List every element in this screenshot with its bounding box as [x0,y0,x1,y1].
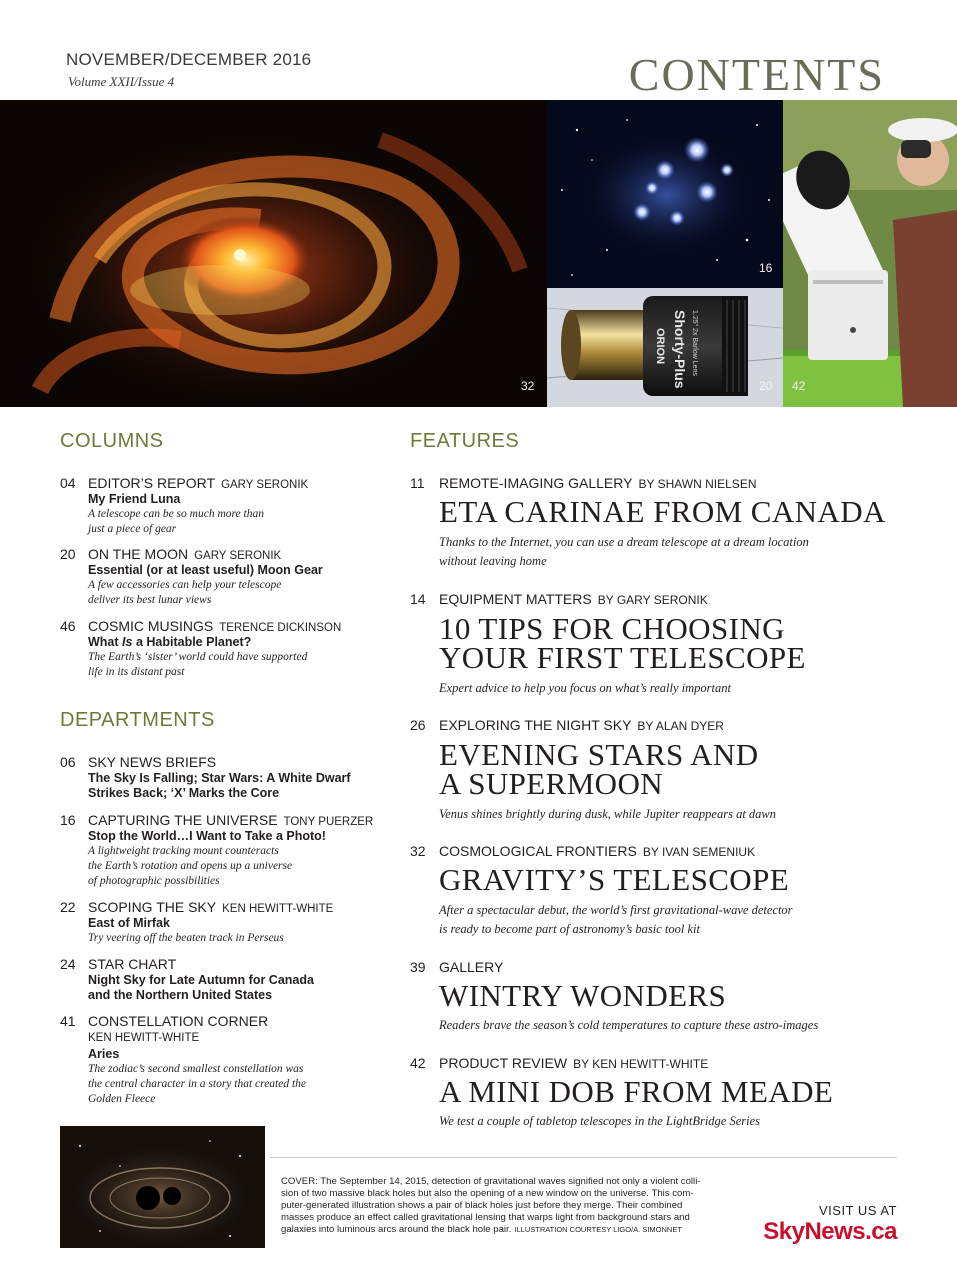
page-number: 46 [60,618,76,634]
column-category [88,618,341,634]
category-label: SCOPING THE SKY [88,899,217,915]
feature-headline: A SUPERMOON [439,766,664,801]
article-title [88,635,251,650]
category-label: PRODUCT REVIEW [439,1055,568,1071]
page-number: 11 [410,475,425,491]
feature-description: is ready to become part of astronomy’s basic tool kit [439,922,700,936]
column-category [88,546,281,562]
article-description: The Earth’s ‘sister’ world could have supported [88,651,308,663]
cover-thumbnail[interactable] [60,1126,265,1248]
article-title: Night Sky for Late Autumn for Canada [88,973,314,987]
feature-description: We test a couple of tabletop telescopes in the LightBridge Series [439,1114,761,1128]
visit-label: VISIT US AT [819,1203,897,1218]
category-label: EDITOR’S REPORT [88,475,216,491]
author-name: BY KEN HEWITT-WHITE [573,1057,709,1071]
department-category: SKY NEWS BRIEFS [88,754,217,770]
article-description: deliver its best lunar views [88,594,212,606]
page-number: 14 [410,591,426,607]
photo-page-number: 42 [792,379,806,393]
orion-brand-text: ORION [654,328,666,365]
department-category: CONSTELLATION CORNER [88,1013,269,1029]
pleiades-star-field [547,100,783,288]
page-number: 39 [410,959,426,975]
department-category: STAR CHART [88,956,177,972]
feature-entry-evening-stars[interactable] [410,717,910,827]
article-title: My Friend Luna [88,492,181,506]
category-label: REMOTE-IMAGING GALLERY [439,475,633,491]
feature-category: GALLERY [439,959,504,975]
department-entry-star-chart[interactable] [60,956,390,1006]
pleiades-photo[interactable] [547,100,783,288]
feature-entry-wintry-wonders[interactable] [410,959,910,1037]
feature-entry-10-tips[interactable] [410,591,910,701]
category-label: EXPLORING THE NIGHT SKY [439,717,632,733]
category-label: COSMOLOGICAL FRONTIERS [439,843,637,859]
article-title: Stop the World…I Want to Take a Photo! [88,829,326,843]
caption-text: galaxies into luminous arcs around the black hole pair. [281,1224,512,1235]
feature-description: Thanks to the Internet, you can use a dream telescope at a dream location [439,535,809,549]
feature-entry-mini-dob[interactable] [410,1055,910,1133]
article-description: A lightweight tracking mount counteracts [88,845,279,857]
feature-headline: 10 TIPS FOR CHOOSING [439,611,785,646]
feature-category [439,475,756,491]
photo-page-number: 20 [759,379,773,393]
department-category [88,812,373,828]
feature-description: without leaving home [439,554,547,568]
feature-category [439,591,708,607]
article-description: A telescope can be so much more than [88,508,264,520]
black-hole-illustration [60,1126,265,1248]
category-label: EQUIPMENT MATTERS [439,591,592,607]
author-name: KEN HEWITT-WHITE [88,1032,200,1044]
feature-headline: A MINI DOB FROM MEADE [439,1074,834,1109]
feature-description: Expert advice to help you focus on what’s really important [439,681,731,695]
article-title: The Sky Is Falling; Star Wars: A White Dwarf [88,771,351,785]
author-name: BY IVAN SEMENIUK [642,845,756,859]
author-name: BY SHAWN NIELSEN [638,477,757,491]
article-description: the central character in a story that created the [88,1078,307,1090]
gravitational-wave-photo[interactable] [0,100,547,407]
article-title: East of Mirfak [88,916,170,930]
feature-entry-gravitys-telescope[interactable] [410,843,910,941]
issue-date: NOVEMBER/DECEMBER 2016 [66,50,312,69]
author-name: KEN HEWITT-WHITE [222,903,334,915]
author-name: GARY SERONIK [194,550,282,562]
author-name: TERENCE DICKINSON [219,622,342,634]
page-number: 24 [60,956,76,972]
page-title: CONTENTS [628,49,885,100]
page-number: 26 [410,717,426,733]
title-emphasis: Is [122,635,133,649]
title-part: What [88,635,123,649]
column-category [88,475,308,491]
article-title: Essential (or at least useful) Moon Gear [88,563,323,577]
photo-page-number: 16 [759,261,773,275]
feature-description: Venus shines brightly during dusk, while Jupiter reappears at dawn [439,807,777,821]
departments-heading: DEPARTMENTS [60,709,215,731]
article-description: life in its distant past [88,666,185,678]
feature-description: Readers brave the season’s cold temperatures to capture these astro-images [439,1018,819,1032]
footer-divider [270,1157,897,1158]
column-entry-editors-report[interactable] [60,475,390,540]
gravitational-wave-illustration [0,100,547,407]
column-entry-on-the-moon[interactable] [60,546,390,611]
author-name: BY GARY SERONIK [597,593,708,607]
article-title: and the Northern United States [88,988,273,1002]
title-part: a Habitable Planet? [132,635,252,649]
feature-description: After a spectacular debut, the world’s first gravitational-wave detector [439,903,793,917]
page-number: 22 [60,899,76,915]
category-label: COSMIC MUSINGS [88,618,214,634]
page-number: 41 [60,1013,76,1029]
columns-heading: COLUMNS [60,430,164,452]
department-entry-constellation-corner[interactable] [60,1013,390,1108]
page-number: 16 [60,812,76,828]
page-number: 32 [410,843,426,859]
caption-line: masses produce an effect called gravitational lensing that warps light from background stars and [281,1212,690,1223]
barlow-spec-text: 1.25" 2x Barlow Lens [691,310,698,376]
barlow-lens-photo[interactable] [547,288,783,407]
dobsonian-illustration [783,100,957,407]
department-category [88,899,333,915]
feature-headline: GRAVITY’S TELESCOPE [439,862,790,897]
article-description: just a piece of gear [88,523,177,535]
illustration-credit: ILLUSTRATION COURTESY LIGO/A. SIMONNET [514,1225,682,1234]
photo-page-number: 32 [521,379,535,393]
author-name: TONY PUERZER [283,816,374,828]
features-heading: FEATURES [410,430,520,452]
issue-volume: Volume XXII/Issue 4 [68,74,175,89]
department-entry-sky-news-briefs[interactable] [60,754,390,804]
article-description: of photographic possibilities [88,875,220,887]
article-description: The zodiac’s second smallest constellation was [88,1063,304,1075]
cover-caption [281,1176,751,1236]
author-name: BY ALAN DYER [637,719,724,733]
article-description: Try veering off the beaten track in Perseus [88,932,284,944]
caption-line: puter-generated illustration shows a pair of black holes just before they merge. Their combined [281,1200,683,1211]
photo-strip [0,100,957,407]
feature-category [439,843,755,859]
feature-entry-eta-carinae[interactable] [410,475,910,570]
feature-headline: ETA CARINAE FROM CANADA [439,494,886,529]
category-label: CAPTURING THE UNIVERSE [88,812,278,828]
caption-line: COVER: The September 14, 2015, detection of gravitational waves signified not only a violent colli- [281,1176,701,1187]
barlow-lens-illustration [547,288,783,407]
feature-category [439,717,724,733]
feature-headline: WINTRY WONDERS [439,978,727,1013]
caption-line [281,1224,751,1236]
author-name: GARY SERONIK [221,479,309,491]
feature-category [439,1055,708,1071]
department-entry-scoping-the-sky[interactable] [60,899,390,949]
article-description: Golden Fleece [88,1093,156,1105]
dobsonian-telescope-photo[interactable] [783,100,957,407]
shorty-plus-text: Shorty-Plus [672,310,688,389]
page-number: 20 [60,546,76,562]
feature-headline: EVENING STARS AND [439,737,759,772]
feature-headline: YOUR FIRST TELESCOPE [439,640,806,675]
caption-line: sion of two massive black holes but also the opening of a new window on the universe. This com- [281,1188,694,1199]
page-number: 06 [60,754,76,770]
category-label: ON THE MOON [88,546,189,562]
article-description: A few accessories can help your telescope [88,579,282,591]
column-entry-cosmic-musings[interactable] [60,618,390,683]
article-description: the Earth’s rotation and opens up a universe [88,860,293,872]
article-title: Aries [88,1047,120,1061]
page-number: 04 [60,475,76,491]
skynews-website-link[interactable]: SkyNews.ca [763,1218,897,1245]
page-number: 42 [410,1055,426,1071]
department-entry-capturing-the-universe[interactable] [60,812,390,892]
article-title: Strikes Back; ‘X’ Marks the Core [88,786,280,800]
